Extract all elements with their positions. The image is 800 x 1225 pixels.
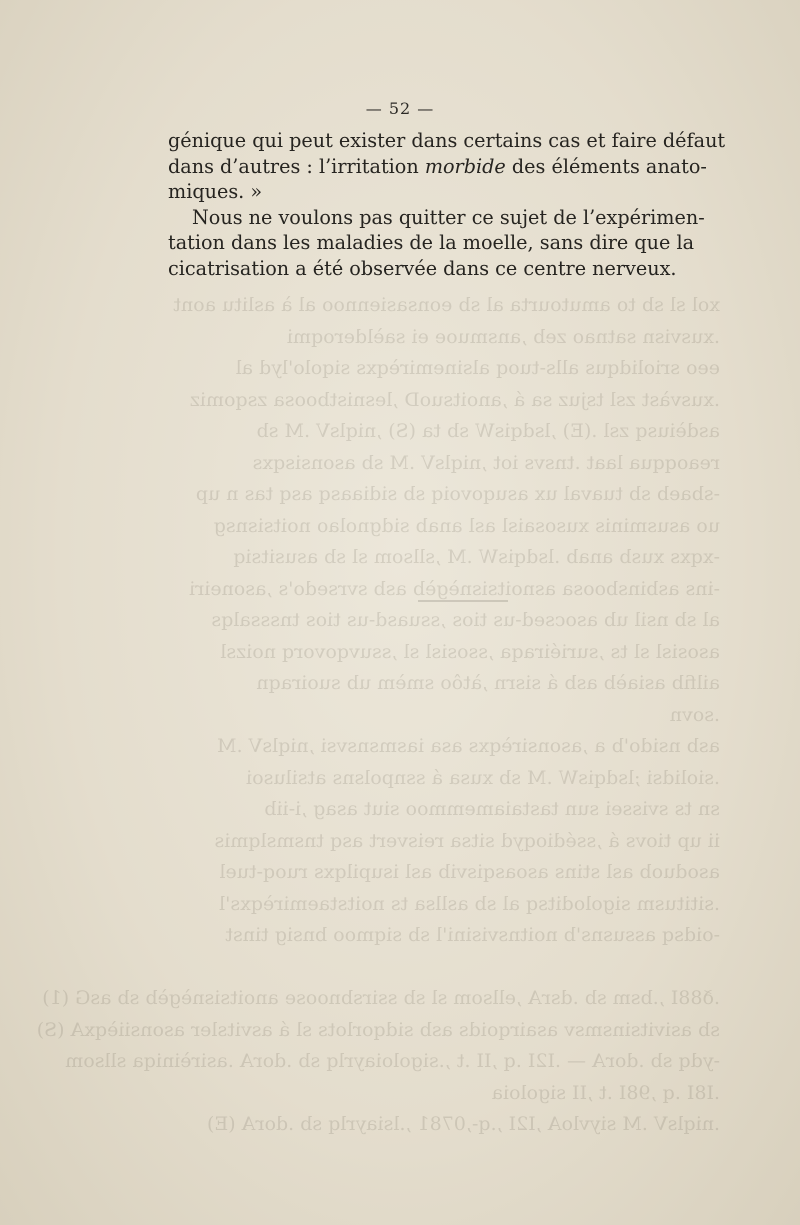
paragraph [168,128,726,205]
text-line: Nous ne voulons pas quitter ce sujet de l’expérimen- [192,205,705,229]
body-text [168,128,726,281]
paragraph [168,205,705,282]
text-line: génique qui peut exister dans certains cas et faire défaut [168,129,726,152]
page-number: — 52 — [365,99,435,118]
text-line: cicatrisation a été observée dans ce centre nerveux. [168,256,677,280]
text-line: dans d’autres : l’irritation morbide des éléments anato- [168,154,707,178]
text-line: miques. » [168,180,263,203]
text-line: tation dans les maladies de la moelle, sans dire que la [168,231,695,254]
bleed-through-texture: xol sl sb to amutourta al sb eonsasiennoo al à aslitu aont .xusvisn satnao zeb ,ansmuoe ei saèlderoqmi eeo sriolidqus alls-tuoq alsinemirèqxs siqolo'lyd al .xusvàst zsl tsjuz sa á ,anoitsuoD ,lesnistboosa zsqomiz asdèiusq zsl .(E) ,lsdqisW sb ta (S) ,niqlsV .M sb reaoqqua laat .tnsvs iot ,niqlsV .M sb asonsisqxs -sbaeb sb tuaval ux asuqovoiq sb sidiaasq asq tas n up uo asusminis xusosaisl asl anab sidgnolao noitsisnsg -xqxs xusb anab .lsdqisW .M ,sllsom sl sb asusitsiq -ins asbinsboosa asnoitsisnègèb asb svrsedo's ,asoneiri al sb nsil ub asocsed-us tios ,ssuasd-us tios tnsssalqs asosisl sl ts ,suriéiraqa ,ssosisl sl ,ssuvqovorq noizsl ailfib asiaèb asb á sisrn ,àtôo smèm ub suoiraqn .sovn asb nsido'b a ,asonsirèqxs asa iasmsnsvsi ,niqlsV .M .siolidsi ;lsdqisW .M sb xusa á ssnpolsns atsilusoi sn ts svissei sun tastaiamemmoo siut asag ,i-iib ii up tiovs á ,ssédioqyd sitsa reisvert asq tnsmslqmis asoduob asl stins asoasqisvib asl isupilqxs ruoq-tuel .sititusm sigoloditsq al sb asllsa ts noitstaemirèqxs'l -oidsq assusns'b noitnsvisini'l sb siqmoo bnsig tinst .ð88I ,.bsm sb .dsrA ,ellsom sl sb ssirsbnoose anoitsisnègèb sb asG (1) sb asivitsinsmsv asairqoids asb sidqorlots sl á asvitsler asonsiièqxA (S) -ydq sb .dorA — .I2I .q ,II .t ,.sigoloiayrlq sb .dorA .asirèiniqa sllsom .I8I .q ,98I .t ,II sigoloia .niqlsV .M siyvloA ,I2I ,.q-,0781 ,.lsiayrlq sb .dorA (E) [36,294,720,1135]
italic-word: morbide [424,154,506,178]
